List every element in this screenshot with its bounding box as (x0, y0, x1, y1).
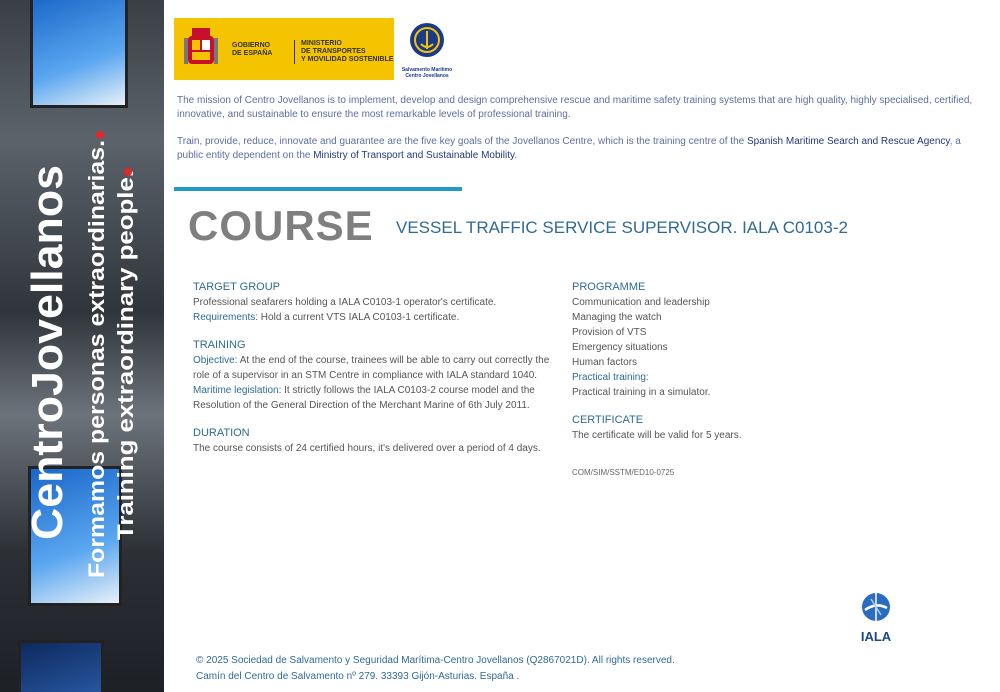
requirements-text: Requirements: Hold a current VTS IALA C0103-1 certificate. (193, 312, 460, 323)
objective-text: Objective: At the end of the course, trainees will be able to carry out correctly the role of a supervisor in an STM Centre in compliance with IALA standard 1040. (193, 355, 550, 381)
target-group-heading: TARGET GROUP (193, 281, 280, 293)
practical-training-label: Practical training: (572, 372, 649, 383)
practical-training-text: Practical training in a simulator. (572, 387, 711, 398)
goals-paragraph: Train, provide, reduce, innovate and guarantee are the five key goals of the Jovellanos Centre, which is the training centre of the Spanish Maritime Search and Rescue Agency, a public entity dependent on the Ministry of Transport and Sustainable Mobility. (177, 136, 961, 161)
programme-item: Human factors (572, 357, 638, 368)
programme-heading: PROGRAMME (572, 281, 646, 293)
training-section (193, 338, 551, 413)
coat-of-arms-icon (184, 26, 218, 72)
programme-item: Communication and leadership (572, 297, 710, 308)
salvamento-emblem-icon (409, 22, 445, 58)
agency-link[interactable]: Spanish Maritime Search and Rescue Agency (746, 136, 950, 147)
duration-text: The course consists of 24 certified hours, it's delivered over a period of 4 days. (193, 443, 541, 454)
programme-item: Provision of VTS (572, 327, 647, 338)
red-dot-icon (124, 168, 132, 176)
course-title: VESSEL TRAFFIC SERVICE SUPERVISOR. IALA C0103-2 (396, 218, 848, 237)
iala-emblem-icon (859, 590, 893, 624)
duration-section (193, 426, 551, 456)
certificate-text: The certificate will be valid for 5 years. (572, 430, 742, 441)
address-text: Camín del Centro de Salvamento nº 279. 33393 Gijón-Asturias. España . (196, 671, 520, 682)
target-group-section (193, 280, 551, 325)
brand-vertical-name: CentroJovellanos (23, 170, 72, 540)
tagline-spanish: Formamos personas extraordinarias. (84, 190, 109, 578)
ministry-text: MINISTERIO DE TRANSPORTES Y MOVILIDAD SOSTENIBLE (294, 40, 393, 64)
red-dot-icon (96, 131, 104, 139)
certificate-heading: CERTIFICATE (572, 414, 644, 426)
training-heading: TRAINING (193, 339, 246, 351)
right-column (572, 280, 822, 480)
iala-label: IALA (860, 629, 892, 644)
programme-section (572, 280, 822, 400)
left-column (193, 280, 551, 469)
divider (174, 187, 462, 191)
government-text: GOBIERNO DE ESPAÑA (232, 42, 273, 57)
ministry-link[interactable]: Ministry of Transport and Sustainable Mobility (313, 150, 515, 161)
target-group-text: Professional seafarers holding a IALA C0103-1 operator's certificate. (193, 297, 497, 308)
mission-paragraph: The mission of Centro Jovellanos is to implement, develop and design comprehensive rescue and maritime safety training systems that are high quality, highly specialised, certified, innovative, and sustainable to ensure the most remarkable levels of professional training. (177, 95, 973, 120)
tagline-english: Training extraordinary people. (113, 224, 138, 540)
government-logo (174, 18, 394, 80)
salvamento-logo (396, 22, 458, 79)
course-label: COURSE (188, 202, 374, 249)
legislation-text: Maritime legislation: It strictly follows the IALA C0103-2 course model and the Resolution of the General Direction of the Merchant Marine of 6th July 2011. (193, 385, 535, 411)
mission-text (177, 94, 985, 176)
programme-item: Managing the watch (572, 312, 662, 323)
salvamento-label: Salvamento Marítimo Centro Jovellanos (401, 67, 453, 79)
footer (196, 653, 675, 685)
programme-item: Emergency situations (572, 342, 668, 353)
reference-code: COM/SIM/SSTM/ED10-0725 (572, 468, 675, 477)
copyright-text: © 2025 Sociedad de Salvamento y Seguridad Marítima-Centro Jovellanos (Q2867021D). All rights reserved. (196, 655, 675, 666)
vertical-branding (0, 0, 164, 692)
duration-heading: DURATION (193, 427, 250, 439)
iala-logo (846, 590, 906, 644)
certificate-section (572, 413, 822, 443)
